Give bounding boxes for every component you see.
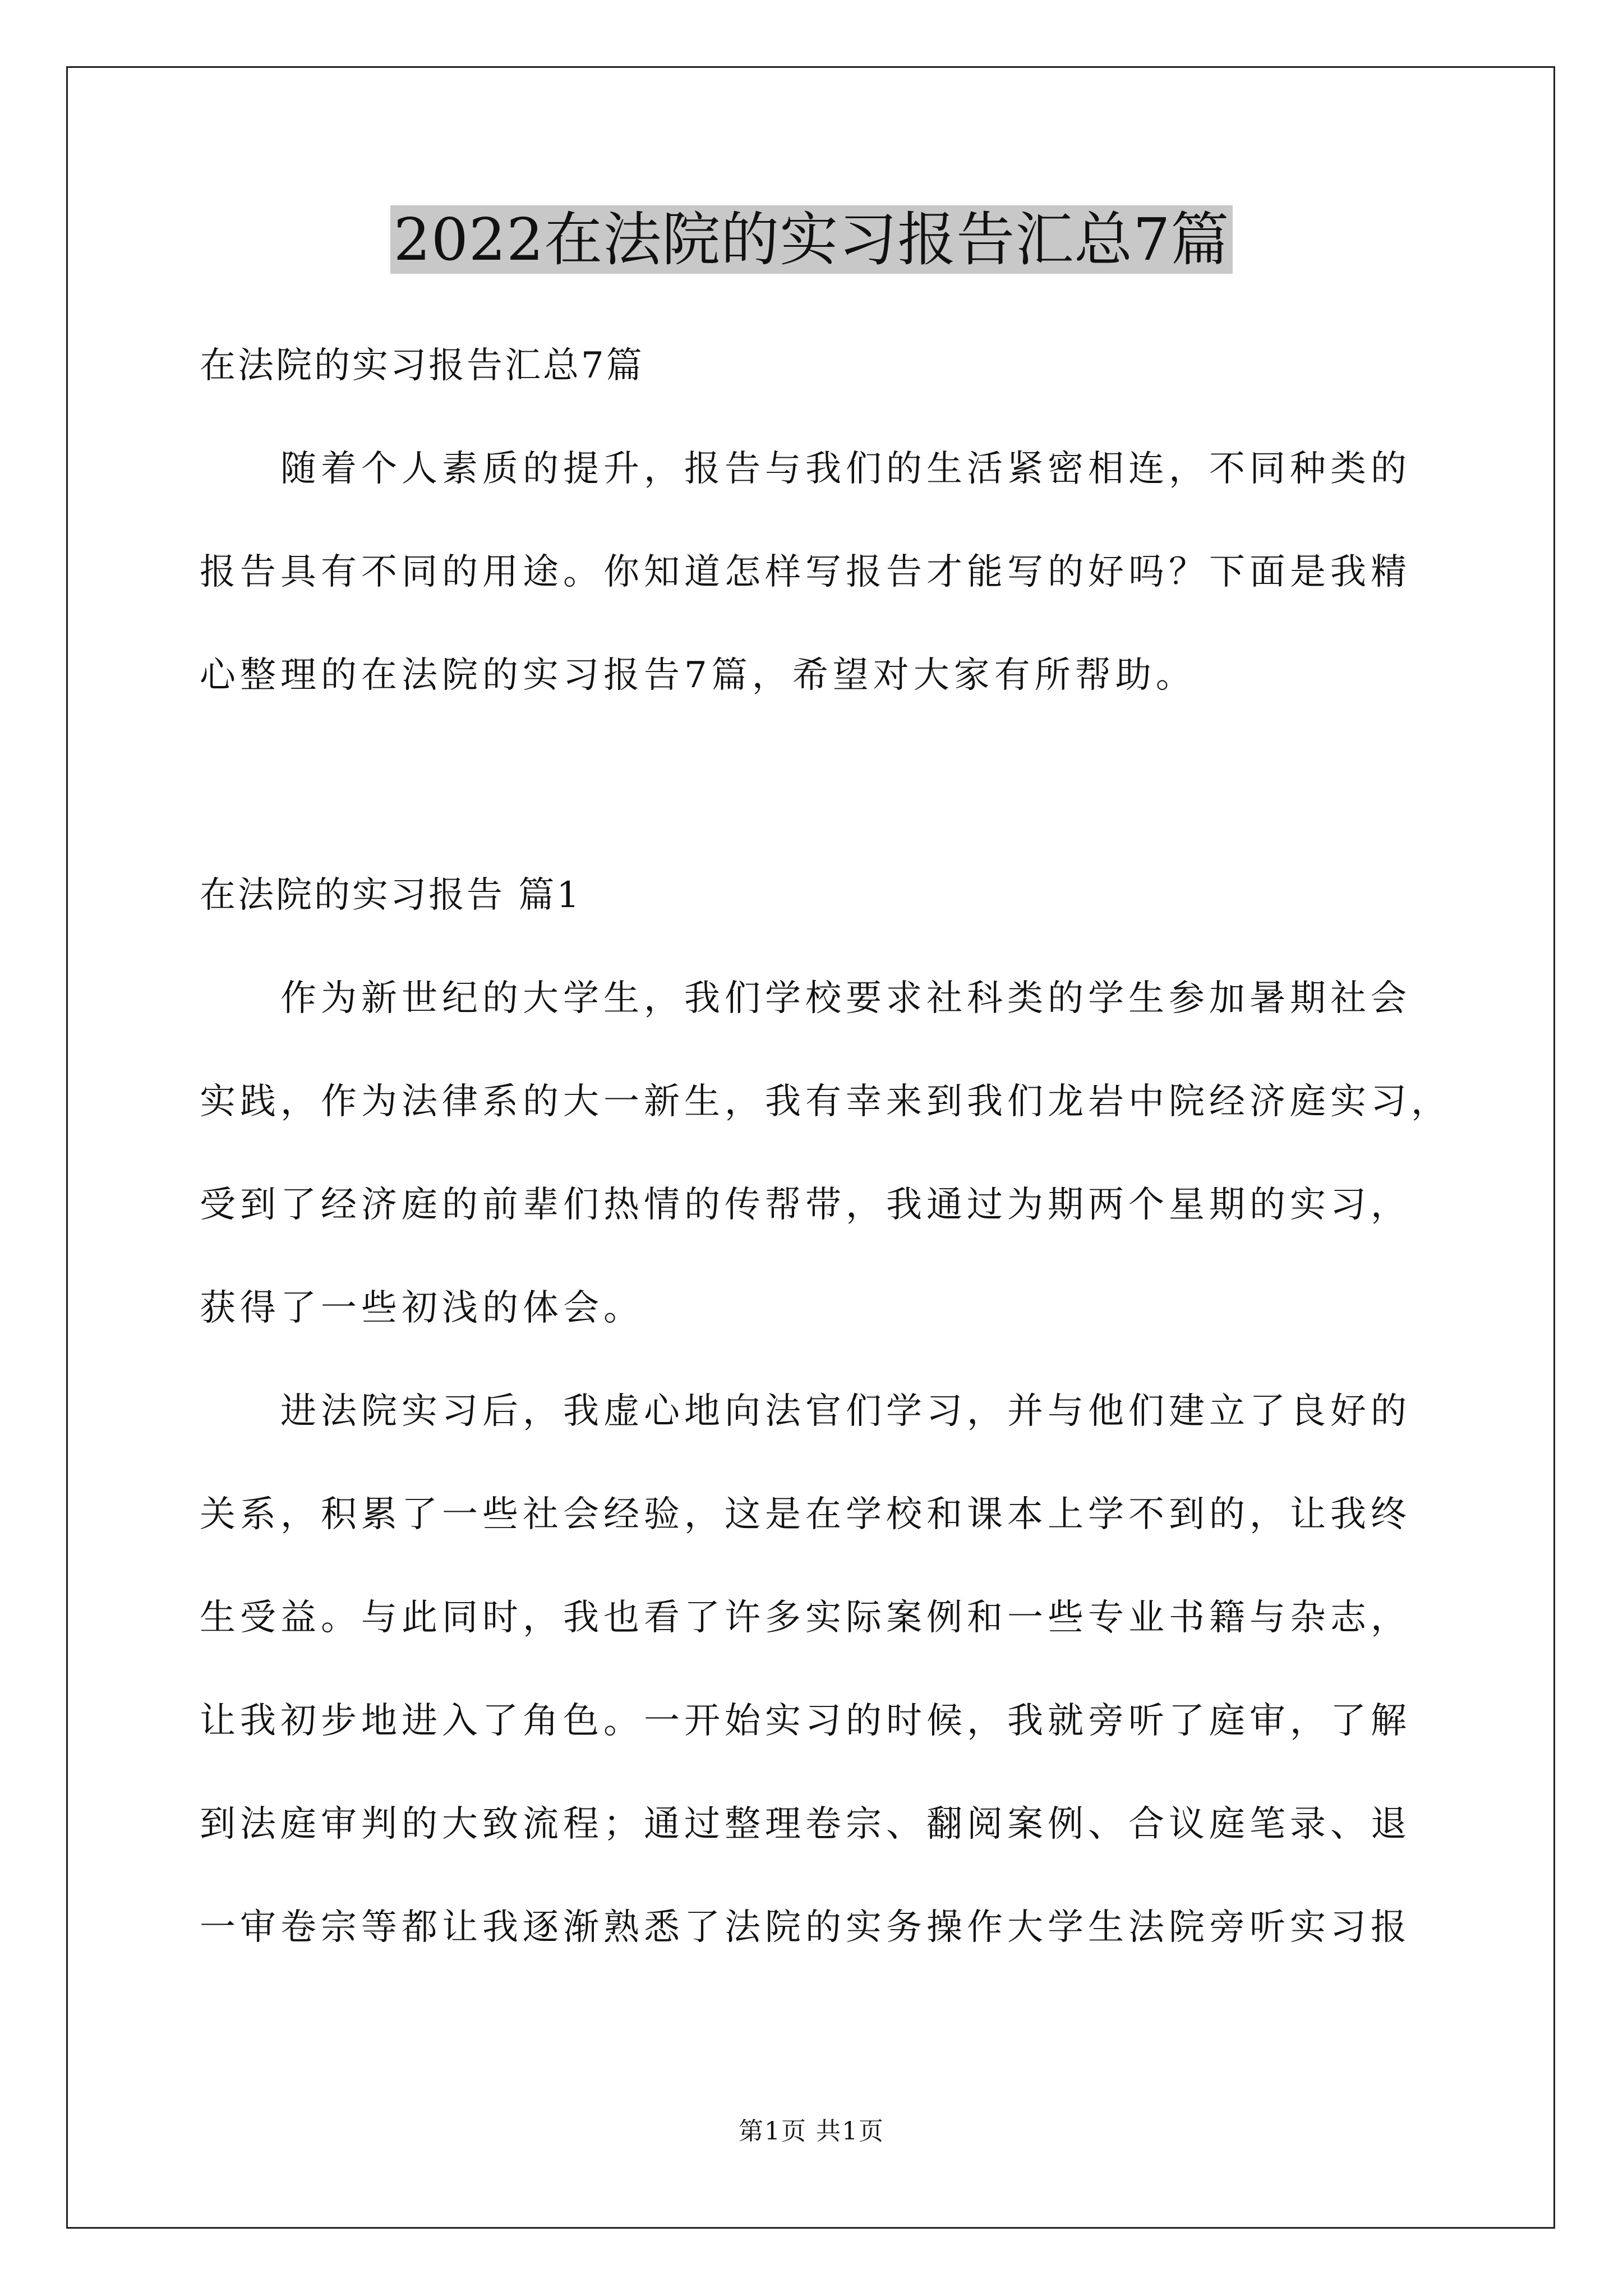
document-title-text: 2022在法院的实习报告汇总7篇	[390, 205, 1233, 274]
page-footer: 第1页 共1页	[739, 2117, 884, 2146]
intro-line: 心整理的在法院的实习报告7篇，希望对大家有所帮助。	[200, 655, 1196, 696]
paragraph-line: 一审卷宗等都让我逐渐熟悉了法院的实务操作大学生法院旁听实习报	[200, 1907, 1411, 1948]
section-spacer	[200, 727, 1433, 844]
paragraph-line: 实践，作为法律系的大一新生，我有幸来到我们龙岩中院经济庭实习，	[200, 1081, 1451, 1122]
paragraph-2	[200, 1360, 1433, 1979]
paragraph-line: 生受益。与此同时，我也看了许多实际案例和一些专业书籍与杂志，	[200, 1597, 1411, 1639]
document-body	[200, 314, 1451, 1979]
section-heading: 在法院的实习报告 篇1	[200, 875, 582, 916]
document-subtitle: 在法院的实习报告汇总7篇	[200, 345, 644, 386]
document-title	[0, 197, 1623, 282]
paragraph-line: 获得了一些初浅的体会。	[200, 1287, 644, 1329]
intro-paragraph	[200, 417, 1433, 727]
paragraph-line: 进法院实习后，我虚心地向法官们学习，并与他们建立了良好的	[280, 1391, 1411, 1432]
paragraph-1	[200, 947, 1451, 1360]
paragraph-line: 受到了经济庭的前辈们热情的传帮带，我通过为期两个星期的实习，	[200, 1184, 1411, 1226]
intro-line: 随着个人素质的提升，报告与我们的生活紧密相连，不同种类的	[280, 448, 1411, 490]
paragraph-line: 作为新世纪的大学生，我们学校要求社科类的学生参加暑期社会	[280, 978, 1411, 1019]
paragraph-line: 关系，积累了一些社会经验，这是在学校和课本上学不到的，让我终	[200, 1494, 1411, 1535]
paragraph-line: 让我初步地进入了角色。一开始实习的时候，我就旁听了庭审，了解	[200, 1700, 1411, 1742]
paragraph-line: 到法庭审判的大致流程；通过整理卷宗、翻阅案例、合议庭笔录、退	[200, 1803, 1411, 1845]
intro-line: 报告具有不同的用途。你知道怎样写报告才能写的好吗？下面是我精	[200, 551, 1411, 593]
